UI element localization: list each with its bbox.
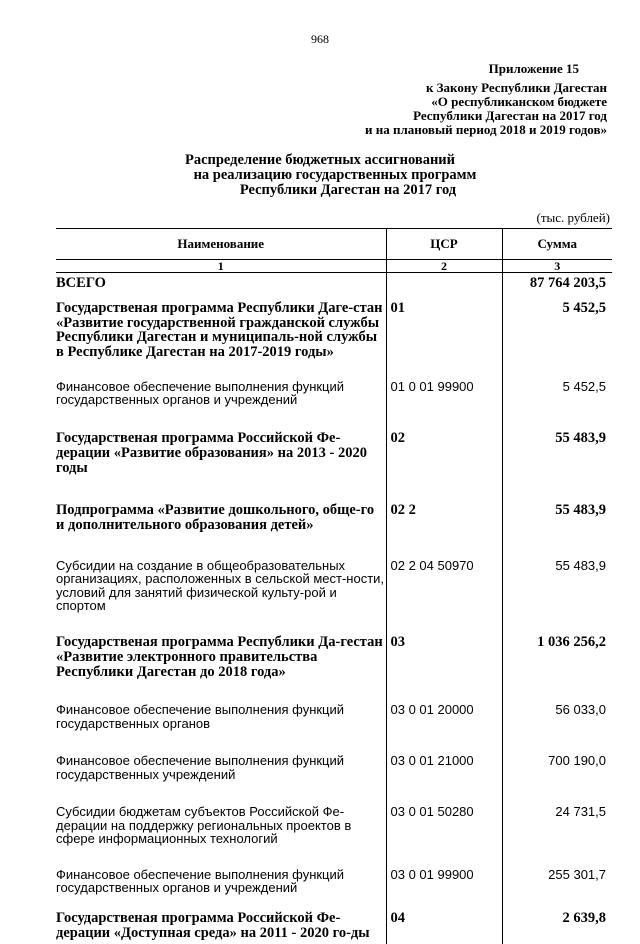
row-code: 04 bbox=[386, 911, 502, 944]
row-amount: 255 301,7 bbox=[548, 866, 606, 882]
row-name: Государственая программа Российской Фе-дерации «Развитие образования» на 2013 - 2020 годы bbox=[56, 429, 367, 476]
row-name: Государственая программа Республики Да-гестан «Развитие электронного правительства Республики Дагестан до 2018 года» bbox=[56, 633, 383, 680]
table-row bbox=[56, 703, 612, 754]
appendix-line: «О республиканском бюджете bbox=[431, 94, 607, 109]
header-code: ЦСР bbox=[386, 229, 502, 260]
appendix-line: Республики Дагестан на 2017 год bbox=[413, 108, 607, 123]
row-name: ВСЕГО bbox=[56, 275, 106, 291]
header-amount: Сумма bbox=[502, 229, 612, 260]
header-name: Наименование bbox=[56, 229, 386, 260]
appendix-line: к Закону Республики Дагестан bbox=[425, 80, 607, 95]
document-title bbox=[0, 153, 640, 198]
row-amount: 87 764 203,5 bbox=[529, 275, 606, 291]
row-code: 02 bbox=[386, 431, 502, 503]
row-code: 01 bbox=[386, 301, 502, 380]
row-amount: 700 190,0 bbox=[548, 753, 606, 769]
row-name: Субсидии бюджетам субъектов Российской Фе-дерации на поддержку региональных проектов в сфере информационных технологий bbox=[56, 804, 352, 847]
appendix-line: и на плановый период 2018 и 2019 годов» bbox=[365, 122, 607, 137]
row-amount: 1 036 256,2 bbox=[537, 633, 606, 650]
table-row bbox=[56, 868, 612, 911]
table-row bbox=[56, 431, 612, 503]
row-amount: 55 483,9 bbox=[555, 502, 606, 519]
row-code: 03 0 01 50280 bbox=[386, 805, 502, 868]
page-number: 968 bbox=[311, 32, 329, 46]
title-line-1: Распределение бюджетных ассигнований bbox=[184, 152, 456, 168]
table-header-row bbox=[56, 229, 612, 260]
row-amount: 5 452,5 bbox=[562, 299, 606, 316]
row-name: Финансовое обеспечение выполнения функций государственных органов и учреждений bbox=[56, 866, 345, 896]
units-label: (тыс. рублей) bbox=[536, 210, 610, 225]
table-row bbox=[56, 559, 612, 635]
table-row bbox=[56, 301, 612, 380]
row-amount: 5 452,5 bbox=[562, 378, 606, 394]
table-row bbox=[56, 805, 612, 868]
row-amount: 55 483,9 bbox=[555, 429, 606, 446]
column-numbers-row bbox=[56, 260, 612, 273]
table-row bbox=[56, 635, 612, 703]
row-code: 01 0 01 99900 bbox=[386, 380, 502, 431]
table-row bbox=[56, 380, 612, 431]
row-code: 03 0 01 20000 bbox=[386, 703, 502, 754]
row-amount: 24 731,5 bbox=[555, 804, 606, 820]
table-row bbox=[56, 754, 612, 805]
row-name: Финансовое обеспечение выполнения функций государственных органов bbox=[56, 702, 345, 731]
row-code: 03 bbox=[386, 635, 502, 703]
title-line-3: Республики Дагестан на 2017 год bbox=[239, 182, 457, 198]
column-number: 2 bbox=[386, 260, 502, 273]
row-code: 03 0 01 21000 bbox=[386, 754, 502, 805]
column-number: 1 bbox=[56, 260, 386, 273]
row-name: Государственая программа Республики Даге-стан «Развитие государственной гражданской службы Республики Дагестан и муниципаль-ной службы в Республике Дагестан на 2017-2019 годы» bbox=[56, 299, 383, 361]
column-number: 3 bbox=[502, 260, 612, 273]
table-row bbox=[56, 503, 612, 559]
row-name: Субсидии на создание в общеобразовательных организациях, расположенных в сельской мест-ности, условий для занятий физической культу-рой и спортом bbox=[56, 557, 385, 614]
row-code: 02 2 04 50970 bbox=[386, 559, 502, 635]
row-amount: 56 033,0 bbox=[555, 702, 606, 718]
row-name: Финансовое обеспечение выполнения функций государственных учреждений bbox=[56, 753, 345, 782]
row-name: Государственая программа Российской Фе-дерации «Доступная среда» на 2011 - 2020 го-ды bbox=[56, 909, 370, 941]
row-code bbox=[386, 273, 502, 301]
row-code: 03 0 01 99900 bbox=[386, 868, 502, 911]
row-name: Финансовое обеспечение выполнения функций государственных органов и учреждений bbox=[56, 378, 345, 408]
appendix-number: Приложение 15 bbox=[488, 61, 579, 76]
row-amount: 55 483,9 bbox=[555, 557, 606, 573]
table-row-total bbox=[56, 273, 612, 301]
row-amount: 2 639,8 bbox=[562, 909, 606, 926]
row-name: Подпрограмма «Развитие дошкольного, обще-го и дополнительного образования детей» bbox=[56, 502, 375, 534]
title-line-2: на реализацию государственных программ bbox=[193, 167, 477, 183]
budget-table bbox=[56, 228, 612, 944]
appendix-header bbox=[365, 62, 607, 137]
row-code: 02 2 bbox=[386, 503, 502, 559]
table-row bbox=[56, 911, 612, 944]
